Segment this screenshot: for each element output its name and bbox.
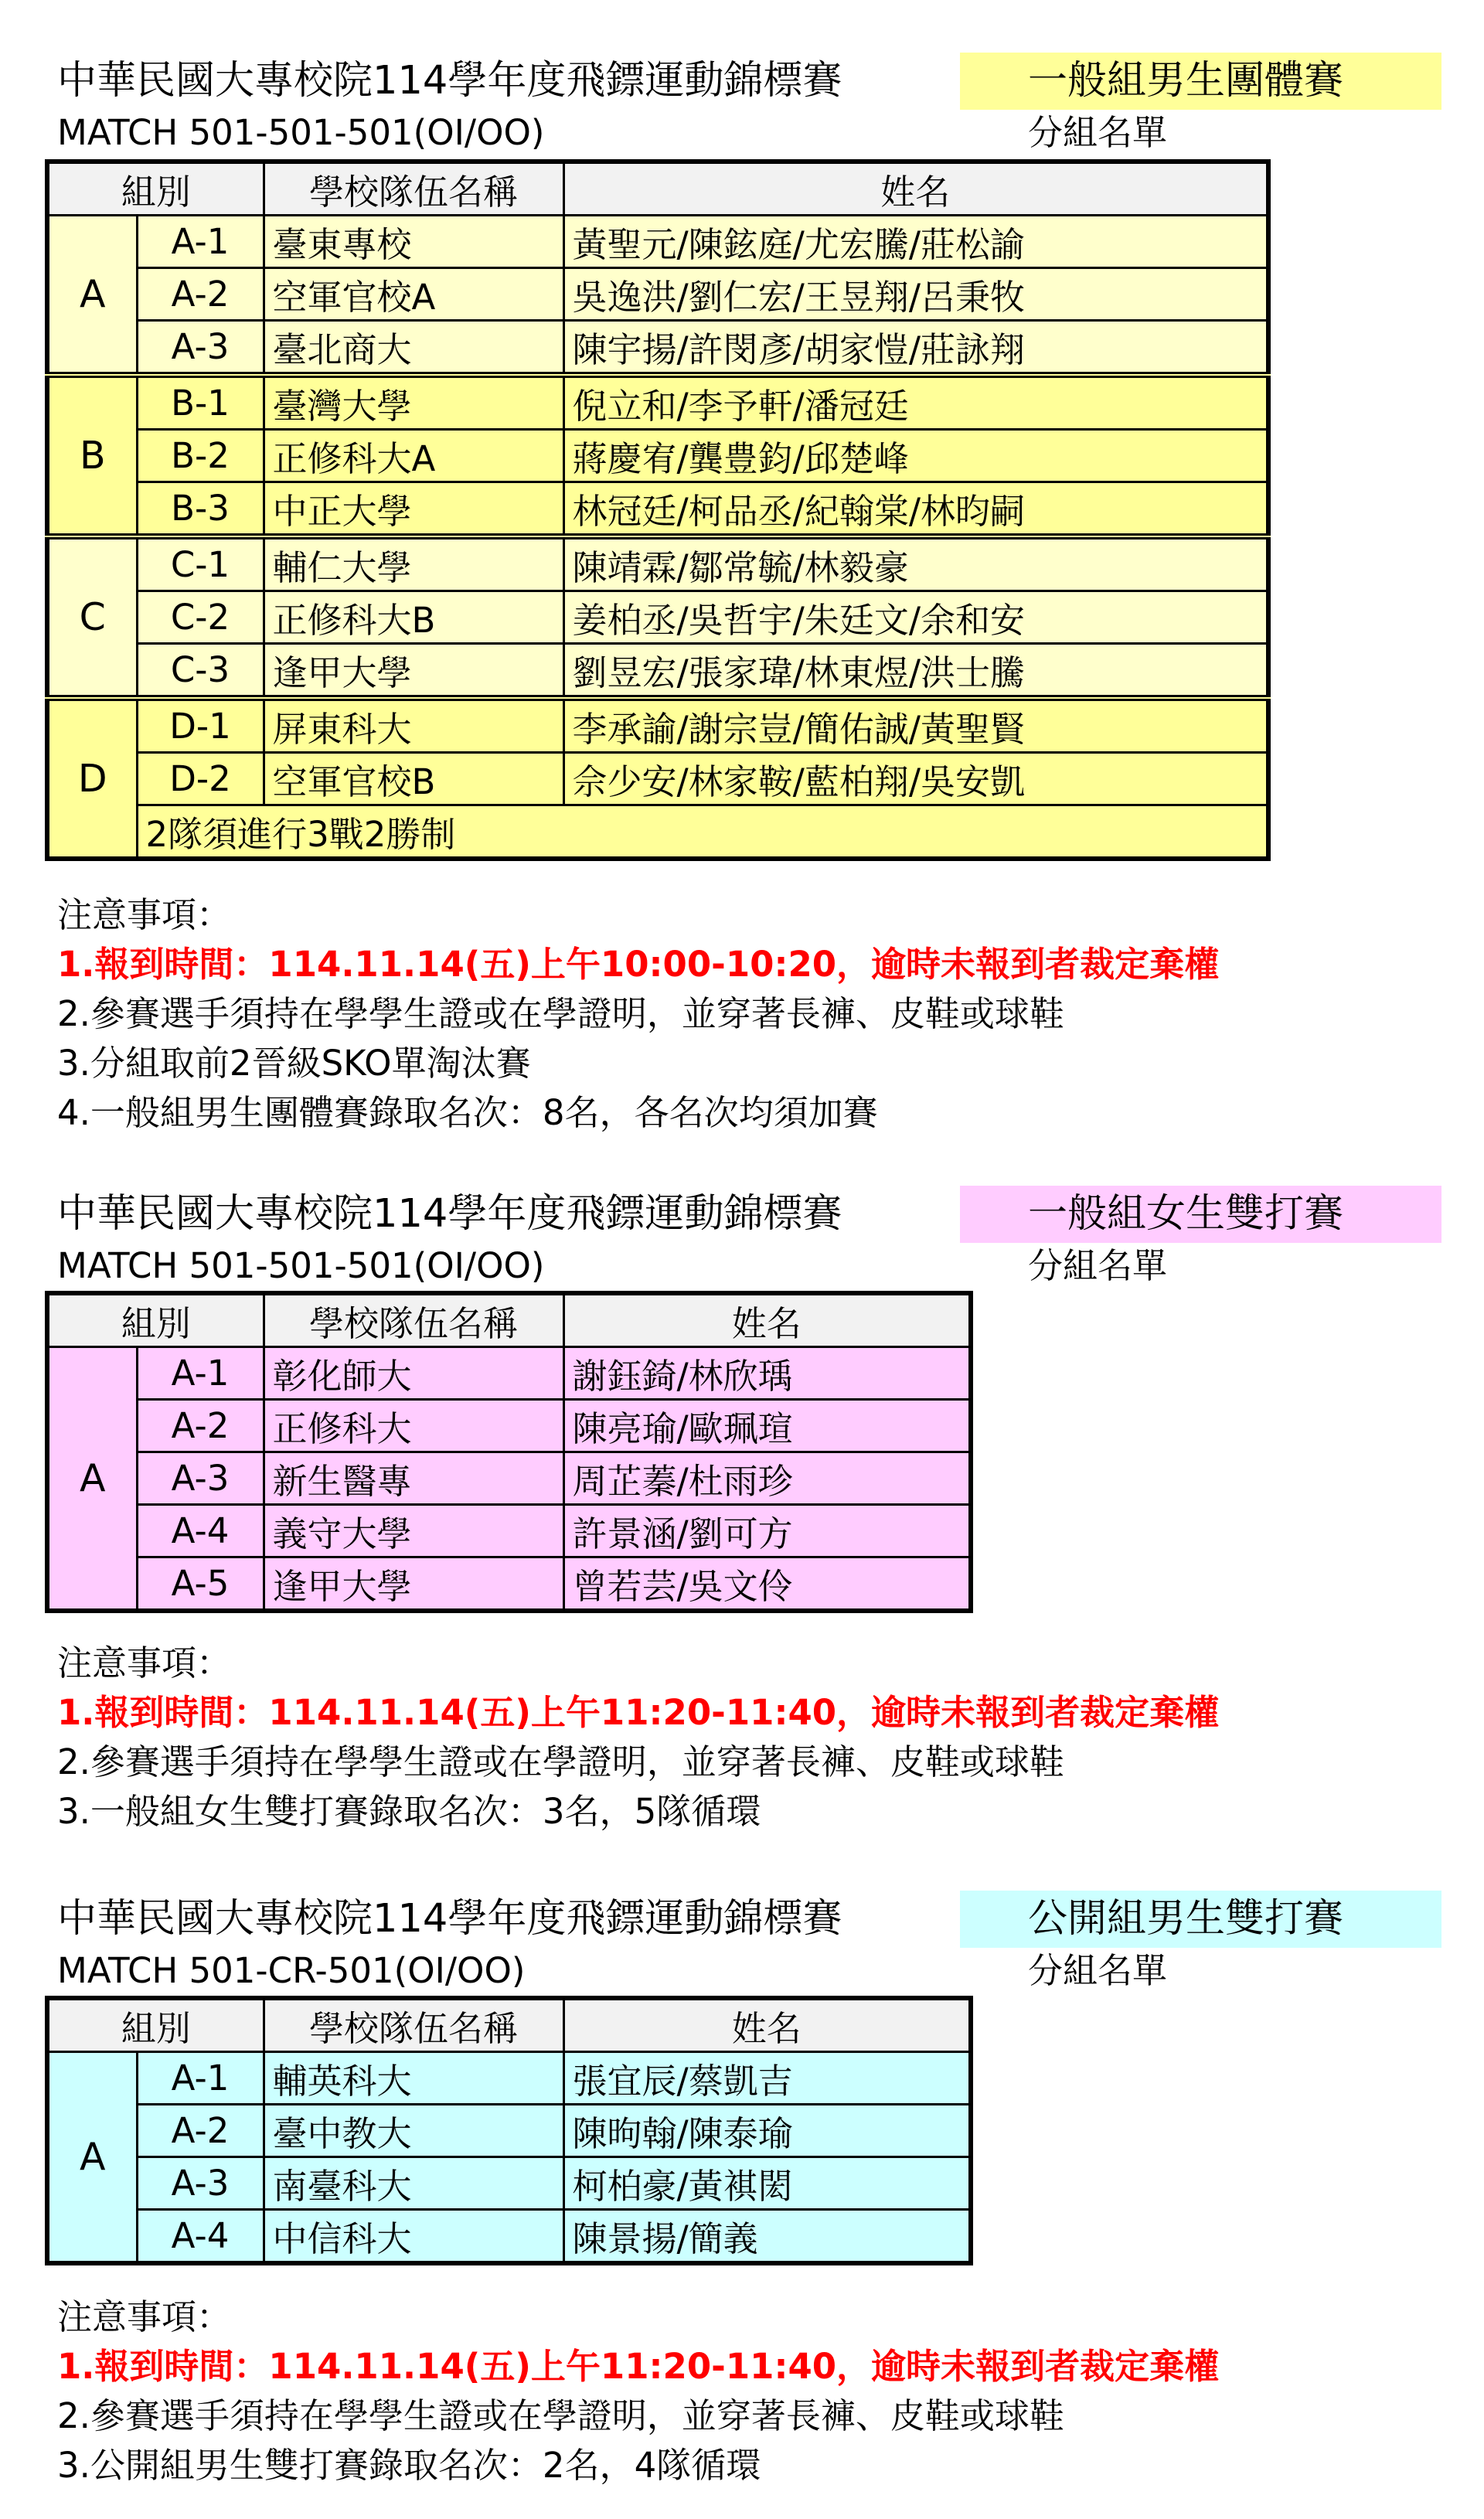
group-label: D — [47, 698, 137, 859]
header-names: 姓名 — [563, 162, 1268, 216]
notes-heading: 注意事項： — [57, 894, 232, 935]
header-school: 學校隊伍名稱 — [264, 162, 563, 216]
notes-section-women-doubles — [57, 1639, 1219, 1836]
table-row — [47, 2052, 971, 2105]
school-name: 臺中教大 — [264, 2105, 563, 2157]
group-label: B — [47, 375, 137, 536]
notes-section-open-doubles — [57, 2293, 1219, 2490]
team-code: C-2 — [137, 591, 264, 644]
team-code: A-1 — [137, 2052, 264, 2105]
team-code: D-2 — [137, 753, 264, 805]
table-row — [47, 482, 1268, 537]
notes-heading: 注意事項： — [57, 1642, 232, 1683]
team-code: A-2 — [137, 2105, 264, 2157]
team-code: A-5 — [137, 1557, 264, 1612]
player-names: 李承諭/謝宗豈/簡佑誠/黃聖賢 — [563, 698, 1268, 753]
note-item: 3.分組取前2晉級SKO單淘汰賽 — [57, 1043, 531, 1084]
table-row — [47, 1505, 971, 1557]
table-row — [47, 536, 1268, 591]
player-names: 佘少安/林家鞍/藍柏翔/吳安凱 — [563, 753, 1268, 805]
header-names: 姓名 — [563, 1293, 971, 1347]
player-names: 許景涵/劉可方 — [563, 1505, 971, 1557]
team-code: A-2 — [137, 1400, 264, 1452]
player-names: 陳昫翰/陳泰瑜 — [563, 2105, 971, 2157]
school-name: 南臺科大 — [264, 2157, 563, 2210]
school-name: 逢甲大學 — [264, 644, 563, 699]
school-name: 正修科大A — [264, 430, 563, 482]
group-list-label: 分組名單 — [1028, 112, 1168, 153]
group-note: 2隊須進行3戰2勝制 — [137, 805, 1268, 860]
table-row — [47, 1452, 971, 1505]
school-name: 空軍官校B — [264, 753, 563, 805]
table-row — [47, 2157, 971, 2210]
header-group: 組別 — [47, 1293, 264, 1347]
player-names: 陳亮瑜/歐珮瑄 — [563, 1400, 971, 1452]
player-names: 陳靖霖/鄒常毓/林毅豪 — [563, 536, 1268, 591]
table-header — [47, 162, 1268, 216]
notes-heading: 注意事項： — [57, 2296, 232, 2337]
group-label: A — [47, 216, 137, 376]
note-item: 3.一般組女生雙打賽錄取名次：3名，5隊循環 — [57, 1791, 761, 1832]
school-name: 空軍官校A — [264, 268, 563, 321]
table-row — [47, 753, 1268, 805]
school-name: 臺灣大學 — [264, 375, 563, 430]
table-row — [47, 698, 1268, 753]
team-code: D-1 — [137, 698, 264, 753]
player-names: 陳宇揚/許閔彥/胡家愷/莊詠翔 — [563, 321, 1268, 376]
note-item: 3.公開組男生雙打賽錄取名次：2名，4隊循環 — [57, 2445, 761, 2486]
group-label: A — [47, 1347, 137, 1612]
school-name: 中信科大 — [264, 2210, 563, 2264]
group-label: A — [47, 2052, 137, 2264]
school-name: 臺北商大 — [264, 321, 563, 376]
school-name: 彰化師大 — [264, 1347, 563, 1400]
check-in-time-note: 1.報到時間：114.11.14(五)上午11:20-11:40，逾時未報到者裁定棄權 — [57, 1692, 1220, 1733]
school-name: 屏東科大 — [264, 698, 563, 753]
category-title: 一般組男生團體賽 — [1028, 58, 1344, 104]
school-name: 中正大學 — [264, 482, 563, 537]
table-row — [47, 321, 1268, 376]
school-name: 臺東專校 — [264, 216, 563, 268]
player-names: 周芷蓁/杜雨珍 — [563, 1452, 971, 1505]
school-name: 正修科大B — [264, 591, 563, 644]
player-names: 倪立和/李予軒/潘冠廷 — [563, 375, 1268, 430]
header-group: 組別 — [47, 1998, 264, 2052]
school-name: 逢甲大學 — [264, 1557, 563, 1612]
table-row — [47, 430, 1268, 482]
group-list-label: 分組名單 — [1028, 1245, 1168, 1286]
table-row — [47, 2105, 971, 2157]
note-item: 2.參賽選手須持在學學生證或在學證明，並穿著長褲、皮鞋或球鞋 — [57, 2395, 1064, 2436]
check-in-time-note: 1.報到時間：114.11.14(五)上午10:00-10:20，逾時未報到者裁定棄權 — [57, 944, 1220, 985]
player-names: 陳景揚/簡義 — [563, 2210, 971, 2264]
player-names: 林冠廷/柯品丞/紀翰棠/林昀嗣 — [563, 482, 1268, 537]
note-item: 2.參賽選手須持在學學生證或在學證明，並穿著長褲、皮鞋或球鞋 — [57, 1741, 1064, 1782]
header-group: 組別 — [47, 162, 264, 216]
table-row — [47, 1400, 971, 1452]
match-format: MATCH 501-501-501(OI/OO) — [57, 1245, 545, 1286]
team-code: A-3 — [137, 321, 264, 376]
header-school: 學校隊伍名稱 — [264, 1293, 563, 1347]
table-row — [47, 644, 1268, 699]
school-name: 輔仁大學 — [264, 536, 563, 591]
team-code: A-3 — [137, 1452, 264, 1505]
match-format: MATCH 501-501-501(OI/OO) — [57, 112, 545, 153]
team-code: A-2 — [137, 268, 264, 321]
table-row — [47, 268, 1268, 321]
note-item: 4.一般組男生團體賽錄取名次：8名，各名次均須加賽 — [57, 1092, 878, 1133]
table-row — [47, 216, 1268, 268]
team-code: C-1 — [137, 536, 264, 591]
note-item: 2.參賽選手須持在學學生證或在學證明，並穿著長褲、皮鞋或球鞋 — [57, 993, 1064, 1034]
competition-title: 中華民國大專校院114學年度飛鏢運動錦標賽 — [57, 1896, 842, 1942]
player-names: 蔣慶宥/龔豊鈞/邱楚峰 — [563, 430, 1268, 482]
group-list-label: 分組名單 — [1028, 1950, 1168, 1991]
competition-title: 中華民國大專校院114學年度飛鏢運動錦標賽 — [57, 1191, 842, 1237]
match-format: MATCH 501-CR-501(OI/OO) — [57, 1950, 526, 1991]
school-name: 輔英科大 — [264, 2052, 563, 2105]
player-names: 張宜辰/蔡凱吉 — [563, 2052, 971, 2105]
table-row — [47, 1347, 971, 1400]
header-names: 姓名 — [563, 1998, 971, 2052]
team-code: C-3 — [137, 644, 264, 699]
school-name: 正修科大 — [264, 1400, 563, 1452]
school-name: 義守大學 — [264, 1505, 563, 1557]
category-title: 公開組男生雙打賽 — [1028, 1896, 1344, 1942]
competition-title: 中華民國大專校院114學年度飛鏢運動錦標賽 — [57, 58, 842, 104]
table-row — [47, 1557, 971, 1612]
team-code: A-1 — [137, 216, 264, 268]
table-header — [47, 1293, 971, 1347]
team-code: A-4 — [137, 1505, 264, 1557]
team-code: B-2 — [137, 430, 264, 482]
group-label: C — [47, 536, 137, 698]
table-header — [47, 1998, 971, 2052]
team-code: B-3 — [137, 482, 264, 537]
team-code: B-1 — [137, 375, 264, 430]
group-table-open-doubles — [45, 1996, 973, 2265]
check-in-time-note: 1.報到時間：114.11.14(五)上午11:20-11:40，逾時未報到者裁定棄權 — [57, 2346, 1220, 2387]
table-row — [47, 805, 1268, 860]
player-names: 謝鈺錡/林欣瑀 — [563, 1347, 971, 1400]
table-row — [47, 591, 1268, 644]
player-names: 黃聖元/陳鉉庭/尤宏騰/莊松諭 — [563, 216, 1268, 268]
player-names: 姜柏丞/吳哲宇/朱廷文/余和安 — [563, 591, 1268, 644]
player-names: 劉昱宏/張家瑋/林東煜/洪士騰 — [563, 644, 1268, 699]
team-code: A-4 — [137, 2210, 264, 2264]
category-title: 一般組女生雙打賽 — [1028, 1191, 1344, 1237]
player-names: 曾若芸/吳文伶 — [563, 1557, 971, 1612]
player-names: 吳逸洪/劉仁宏/王昱翔/呂秉牧 — [563, 268, 1268, 321]
player-names: 柯柏豪/黃褀閎 — [563, 2157, 971, 2210]
table-row — [47, 2210, 971, 2264]
notes-section-men-team — [57, 890, 1219, 1138]
header-school: 學校隊伍名稱 — [264, 1998, 563, 2052]
group-table-men-team — [45, 159, 1271, 861]
team-code: A-1 — [137, 1347, 264, 1400]
table-row — [47, 375, 1268, 430]
team-code: A-3 — [137, 2157, 264, 2210]
school-name: 新生醫專 — [264, 1452, 563, 1505]
group-table-women-doubles — [45, 1291, 973, 1613]
